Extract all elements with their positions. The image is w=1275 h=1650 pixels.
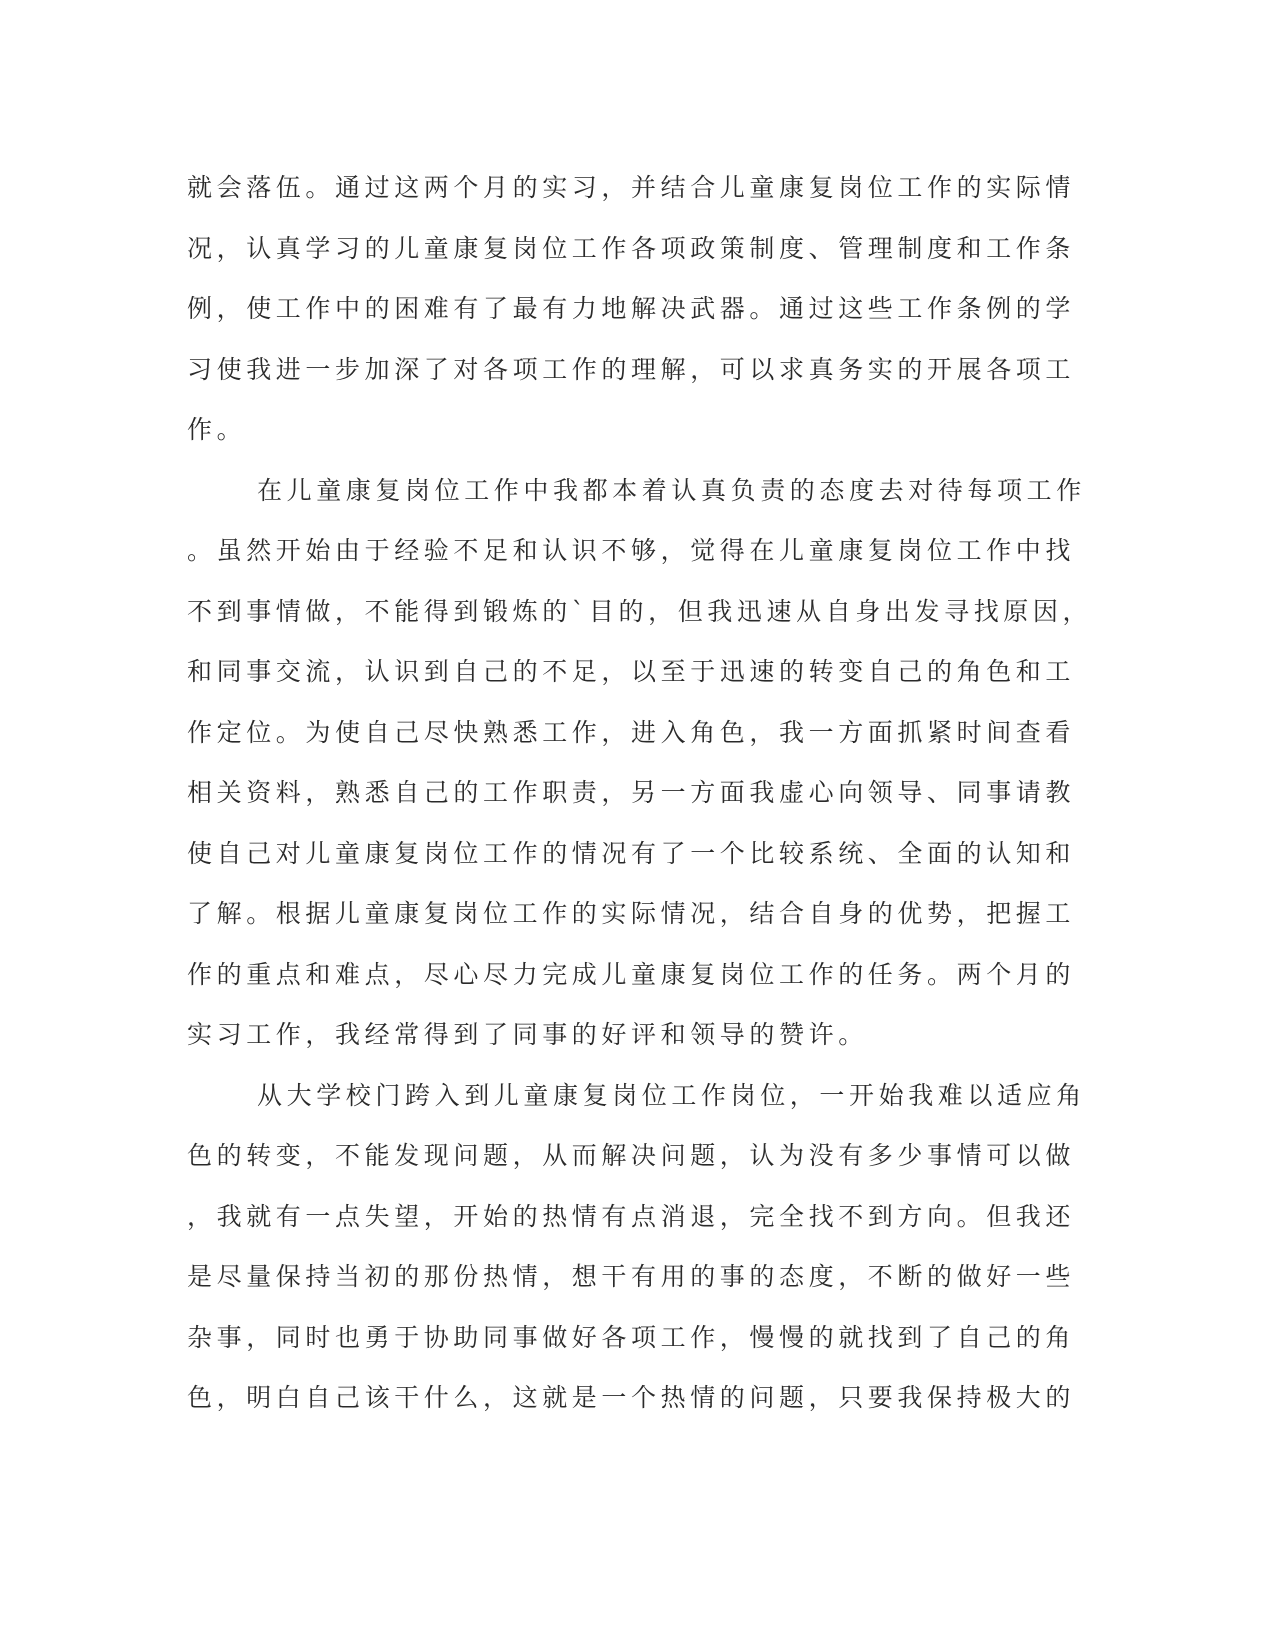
text-line: 作的重点和难点，尽心尽力完成儿童康复岗位工作的任务。两个月的 — [187, 959, 1076, 989]
text-line: 作定位。为使自己尽快熟悉工作，进入角色，我一方面抓紧时间查看 — [187, 717, 1076, 747]
text-line: 色的转变，不能发现问题，从而解决问题，认为没有多少事情可以做 — [187, 1141, 1076, 1170]
text-line: 使自己对儿童康复岗位工作的情况有了一个比较系统、全面的认知和 — [187, 838, 1076, 868]
text-line: 况，认真学习的儿童康复岗位工作各项政策制度、管理制度和工作条 — [187, 233, 1076, 263]
text-line: 杂事，同时也勇于协助同事做好各项工作，慢慢的就找到了自己的角 — [187, 1322, 1076, 1352]
text-line: 作。 — [187, 415, 247, 444]
text-line: 实习工作，我经常得到了同事的好评和领导的赞许。 — [187, 1020, 868, 1049]
text-line: 。虽然开始由于经验不足和认识不够，觉得在儿童康复岗位工作中找 — [187, 536, 1076, 565]
text-line: 就会落伍。通过这两个月的实习，并结合儿童康复岗位工作的实际情 — [187, 173, 1076, 202]
text-line: 不到事情做，不能得到锻炼的`目的，但我迅速从自身出发寻找原因， — [187, 596, 1093, 626]
document-body — [187, 158, 1093, 1429]
text-line: ，我就有一点失望，开始的热情有点消退，完全找不到方向。但我还 — [187, 1201, 1076, 1231]
paragraph-first-line: 从大学校门跨入到儿童康复岗位工作岗位，一开始我难以适应角 — [257, 1080, 1086, 1110]
text-line: 习使我进一步加深了对各项工作的理解，可以求真务实的开展各项工 — [187, 354, 1076, 384]
text-line: 是尽量保持当初的那份热情，想干有用的事的态度，不断的做好一些 — [187, 1262, 1076, 1291]
text-line: 和同事交流，认识到自己的不足，以至于迅速的转变自己的角色和工 — [187, 657, 1076, 686]
text-line: 了解。根据儿童康复岗位工作的实际情况，结合自身的优势，把握工 — [187, 899, 1076, 928]
paragraph-first-line: 在儿童康复岗位工作中我都本着认真负责的态度去对待每项工作 — [257, 475, 1086, 505]
text-line: 相关资料，熟悉自己的工作职责，另一方面我虚心向领导、同事请教 — [187, 778, 1076, 807]
text-line: 例，使工作中的困难有了最有力地解决武器。通过这些工作条例的学 — [187, 294, 1076, 323]
text-line: 色，明白自己该干什么，这就是一个热情的问题，只要我保持极大的 — [187, 1383, 1076, 1412]
